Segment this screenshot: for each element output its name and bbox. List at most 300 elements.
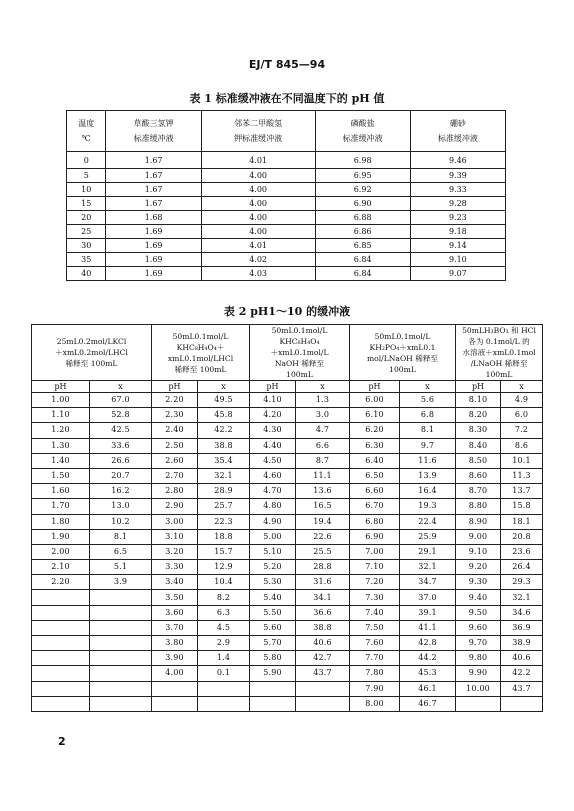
table2-cell: 9.80 xyxy=(456,651,501,666)
table2-cell: 2.20 xyxy=(152,393,198,408)
table2-cell: 29.1 xyxy=(400,544,456,559)
table2-cell: 4.10 xyxy=(250,393,296,408)
table2-cell: 9.7 xyxy=(400,438,456,453)
table2-cell: 3.60 xyxy=(152,605,198,620)
table2-cell xyxy=(456,696,501,711)
header-line: 100mL xyxy=(485,370,513,379)
table1-cell: 6.92 xyxy=(315,183,410,197)
table1-cell: 4.00 xyxy=(201,211,315,225)
header-line: 稀释至 100mL xyxy=(174,364,227,374)
table1-cell: 1.67 xyxy=(106,183,201,197)
table2-cell: 7.30 xyxy=(350,590,400,605)
header-line: 钾标准缓冲液 xyxy=(234,134,283,143)
header-line: 100mL xyxy=(389,364,416,374)
table2-row xyxy=(32,636,543,651)
table2-cell: 37.0 xyxy=(400,590,456,605)
table2-cell: 9.00 xyxy=(456,529,501,544)
table2-cell xyxy=(90,666,152,681)
table1-row xyxy=(67,152,506,169)
table2-cell: 3.10 xyxy=(152,529,198,544)
table1-cell: 4.00 xyxy=(201,197,315,211)
header-line: 25mL0.2mol/LKCl xyxy=(56,337,127,346)
table2-cell: 13.6 xyxy=(296,484,350,499)
table2-row xyxy=(32,393,543,408)
table2-cell: 0.1 xyxy=(198,666,250,681)
table1-cell: 15 xyxy=(67,197,106,211)
header-line: 邻苯二甲酸氢 xyxy=(234,119,283,128)
table2-cell: 5.80 xyxy=(250,651,296,666)
table2-cell: 26.6 xyxy=(90,453,152,468)
table2-cell: 38.9 xyxy=(501,636,543,651)
header-line: NaOH 稀释至 xyxy=(274,359,325,368)
table2-cell: 38.8 xyxy=(296,620,350,635)
table2-row xyxy=(32,453,543,468)
table2-cell: 6.70 xyxy=(350,499,400,514)
table2-cell: 7.10 xyxy=(350,560,400,575)
table2-cell: 8.1 xyxy=(90,529,152,544)
table2-cell: 3.0 xyxy=(296,408,350,423)
header-line: 50mLH₃BO₃ 和 HCl xyxy=(462,326,536,335)
table2-row xyxy=(32,696,543,711)
table2-cell: 19.3 xyxy=(400,499,456,514)
table2-cell: 25.5 xyxy=(296,544,350,559)
table2-cell: 10.1 xyxy=(501,453,543,468)
table2-cell: 7.60 xyxy=(350,636,400,651)
table2-cell: 3.30 xyxy=(152,560,198,575)
table1-cell: 9.10 xyxy=(410,253,505,267)
table2-cell: 45.3 xyxy=(400,666,456,681)
table2-sub-header: x xyxy=(90,381,152,393)
table2-cell: 32.1 xyxy=(198,468,250,483)
table2-cell: 9.50 xyxy=(456,605,501,620)
table2-cell: 16.5 xyxy=(296,499,350,514)
table2-cell: 6.6 xyxy=(296,438,350,453)
table2-group-header xyxy=(350,325,456,381)
table2-cell xyxy=(32,651,90,666)
table1-cell: 6.98 xyxy=(315,152,410,169)
table2-cell: 10.4 xyxy=(198,575,250,590)
table2-cell: 33.6 xyxy=(90,438,152,453)
table2-sub-header: pH xyxy=(32,381,90,393)
table2-cell: 9.40 xyxy=(456,590,501,605)
table2-cell: 22.3 xyxy=(198,514,250,529)
table1-cell: 35 xyxy=(67,253,106,267)
table2-cell: 43.7 xyxy=(296,666,350,681)
table2-sub-header: pH xyxy=(250,381,296,393)
table2-cell: 4.50 xyxy=(250,453,296,468)
table1-cell: 4.00 xyxy=(201,225,315,239)
table2-cell: 5.6 xyxy=(400,393,456,408)
table2-cell xyxy=(90,605,152,620)
table1-cell: 1.67 xyxy=(106,169,201,183)
table2-cell: 1.10 xyxy=(32,408,90,423)
table1-row xyxy=(67,169,506,183)
table1-header-cell xyxy=(410,111,505,152)
table2-cell: 2.50 xyxy=(152,438,198,453)
table2-cell: 5.10 xyxy=(250,544,296,559)
table2-cell: 7.80 xyxy=(350,666,400,681)
table2-sub-header: x xyxy=(296,381,350,393)
table2-cell: 19.4 xyxy=(296,514,350,529)
table2-cell: 2.20 xyxy=(32,575,90,590)
table2-cell: 1.50 xyxy=(32,468,90,483)
table1-cell: 4.00 xyxy=(201,183,315,197)
table1-cell: 4.02 xyxy=(201,253,315,267)
table2-cell: 35.4 xyxy=(198,453,250,468)
document-code: EJ/T 845—94 xyxy=(248,58,326,71)
table2-cell xyxy=(198,696,250,711)
table1-cell: 20 xyxy=(67,211,106,225)
table1-cell: 0 xyxy=(67,152,106,169)
table2-cell: 1.00 xyxy=(32,393,90,408)
table1-cell: 6.88 xyxy=(315,211,410,225)
table2-caption: 表 2 pH1～10 的缓冲液 xyxy=(223,305,351,318)
header-line: xmL0.1mol/LHCl xyxy=(167,353,234,363)
table2-cell: 6.5 xyxy=(90,544,152,559)
table2-cell: 4.20 xyxy=(250,408,296,423)
table2-cell: 2.40 xyxy=(152,423,198,438)
table2-cell xyxy=(32,590,90,605)
table2-cell: 34.7 xyxy=(400,575,456,590)
table2-cell: 9.20 xyxy=(456,560,501,575)
table2-cell: 42.5 xyxy=(90,423,152,438)
header-line: ℃ xyxy=(81,134,91,143)
table2-cell xyxy=(90,590,152,605)
table1-cell: 4.00 xyxy=(201,169,315,183)
table1-cell: 1.69 xyxy=(106,225,201,239)
header-line: 水溶液＋xmL0.1mol xyxy=(462,348,536,357)
table2-sub-header: pH xyxy=(350,381,400,393)
table2-cell: 3.00 xyxy=(152,514,198,529)
table2-cell: 5.00 xyxy=(250,529,296,544)
table1-cell: 1.68 xyxy=(106,211,201,225)
table2-row xyxy=(32,560,543,575)
table1-cell: 6.84 xyxy=(315,267,410,281)
table1-cell: 6.95 xyxy=(315,169,410,183)
table2-cell: 2.10 xyxy=(32,560,90,575)
table2-cell xyxy=(152,696,198,711)
table2-cell xyxy=(90,636,152,651)
table2-cell: 8.40 xyxy=(456,438,501,453)
table2-cell: 1.30 xyxy=(32,438,90,453)
table2-row xyxy=(32,681,543,696)
header-line: 草酸三氢钾 xyxy=(133,119,174,128)
header-line: 50mL0.1mol/L xyxy=(271,326,328,335)
table1-cell: 1.67 xyxy=(106,197,201,211)
table2-sub-header: x xyxy=(198,381,250,393)
table1-cell: 30 xyxy=(67,239,106,253)
header-line: 100mL xyxy=(286,370,313,379)
table2-cell: 5.60 xyxy=(250,620,296,635)
table2-cell: 7.20 xyxy=(350,575,400,590)
table1 xyxy=(66,110,506,281)
table2-cell xyxy=(32,666,90,681)
table2-cell: 7.70 xyxy=(350,651,400,666)
table2-cell: 43.7 xyxy=(501,681,543,696)
table1-cell: 4.01 xyxy=(201,239,315,253)
table2-cell: 2.30 xyxy=(152,408,198,423)
table1-header-cell xyxy=(315,111,410,152)
table2-cell: 8.90 xyxy=(456,514,501,529)
table2-cell: 20.8 xyxy=(501,529,543,544)
header-line: 各为 0.1mol/L 的 xyxy=(468,337,530,346)
table2-cell: 67.0 xyxy=(90,393,152,408)
table2-cell xyxy=(90,681,152,696)
table1-header-cell xyxy=(67,111,106,152)
table2-row xyxy=(32,468,543,483)
table2-cell: 7.50 xyxy=(350,620,400,635)
table2-cell: 3.50 xyxy=(152,590,198,605)
table2-row xyxy=(32,620,543,635)
table1-cell: 9.33 xyxy=(410,183,505,197)
table1-cell: 40 xyxy=(67,267,106,281)
table2-cell: 5.70 xyxy=(250,636,296,651)
table2-cell: 28.8 xyxy=(296,560,350,575)
table2-row xyxy=(32,499,543,514)
table2-cell: 6.80 xyxy=(350,514,400,529)
header-line: mol/LNaOH 稀释至 xyxy=(366,353,439,363)
table2-cell: 46.7 xyxy=(400,696,456,711)
table2-cell: 16.2 xyxy=(90,484,152,499)
table1-cell: 9.46 xyxy=(410,152,505,169)
table2-cell: 36.9 xyxy=(501,620,543,635)
table1-cell: 1.69 xyxy=(106,267,201,281)
table2-cell: 4.40 xyxy=(250,438,296,453)
table1-cell: 9.28 xyxy=(410,197,505,211)
table2-cell: 42.7 xyxy=(296,651,350,666)
table2-cell: 6.10 xyxy=(350,408,400,423)
table2-cell: 8.80 xyxy=(456,499,501,514)
table2-cell: 41.1 xyxy=(400,620,456,635)
table2-cell: 5.40 xyxy=(250,590,296,605)
header-line: 温度 xyxy=(78,119,95,128)
table2-cell: 15.7 xyxy=(198,544,250,559)
table2-cell: 39.1 xyxy=(400,605,456,620)
table2-cell xyxy=(32,620,90,635)
table2-cell: 7.90 xyxy=(350,681,400,696)
table2-cell: 5.1 xyxy=(90,560,152,575)
table2-cell: 7.40 xyxy=(350,605,400,620)
table2-cell: 8.2 xyxy=(198,590,250,605)
table2-cell: 4.30 xyxy=(250,423,296,438)
table2-cell: 3.80 xyxy=(152,636,198,651)
table2-cell: 2.9 xyxy=(198,636,250,651)
table2-cell: 8.00 xyxy=(350,696,400,711)
table2-cell: 6.8 xyxy=(400,408,456,423)
table2-cell: 2.70 xyxy=(152,468,198,483)
table2-cell: 16.4 xyxy=(400,484,456,499)
table2-cell: 5.20 xyxy=(250,560,296,575)
table2-cell: 4.5 xyxy=(198,620,250,635)
table2-cell: 4.9 xyxy=(501,393,543,408)
table1-row xyxy=(67,225,506,239)
table1-cell: 1.69 xyxy=(106,253,201,267)
table2-cell: 26.4 xyxy=(501,560,543,575)
table1-cell: 6.86 xyxy=(315,225,410,239)
table2-group-header xyxy=(32,325,152,381)
table2-cell: 3.20 xyxy=(152,544,198,559)
table2-cell: 42.2 xyxy=(501,666,543,681)
table2-cell: 8.70 xyxy=(456,484,501,499)
table2-cell: 10.00 xyxy=(456,681,501,696)
table2-cell: 2.80 xyxy=(152,484,198,499)
header-line: 50mL0.1mol/L xyxy=(374,331,431,341)
table2-cell: 8.6 xyxy=(501,438,543,453)
table2-cell: 1.90 xyxy=(32,529,90,544)
table2-cell: 8.1 xyxy=(400,423,456,438)
table2-cell: 11.6 xyxy=(400,453,456,468)
table2-cell: 4.90 xyxy=(250,514,296,529)
table1-cell: 4.03 xyxy=(201,267,315,281)
table2-row xyxy=(32,438,543,453)
table2-cell: 42.8 xyxy=(400,636,456,651)
table2-cell: 8.60 xyxy=(456,468,501,483)
table1-cell: 6.90 xyxy=(315,197,410,211)
table2-cell xyxy=(152,681,198,696)
table2-cell: 5.50 xyxy=(250,605,296,620)
table2-cell: 36.6 xyxy=(296,605,350,620)
table2-row xyxy=(32,408,543,423)
table2-cell: 5.30 xyxy=(250,575,296,590)
table1-cell: 9.39 xyxy=(410,169,505,183)
page-number: 2 xyxy=(58,735,66,748)
table2-cell: 8.20 xyxy=(456,408,501,423)
table1-row xyxy=(67,183,506,197)
table2-cell: 9.60 xyxy=(456,620,501,635)
header-line: ＋xmL0.1mol/L xyxy=(270,348,329,357)
table2-cell: 45.8 xyxy=(198,408,250,423)
header-line: /LNaOH 稀释至 xyxy=(470,359,528,368)
table2-cell: 2.90 xyxy=(152,499,198,514)
table2-cell: 6.30 xyxy=(350,438,400,453)
table2-row xyxy=(32,605,543,620)
table2-cell: 25.7 xyxy=(198,499,250,514)
table2-cell xyxy=(32,696,90,711)
table1-cell: 4.01 xyxy=(201,152,315,169)
header-line: KHC₈H₄O₄ xyxy=(279,337,320,346)
table2-cell xyxy=(32,636,90,651)
table2-cell: 29.3 xyxy=(501,575,543,590)
table1-row xyxy=(67,267,506,281)
header-line: 标准缓冲液 xyxy=(133,134,174,143)
table2-row xyxy=(32,590,543,605)
table2-cell: 15.8 xyxy=(501,499,543,514)
table2-cell: 6.0 xyxy=(501,408,543,423)
table2-cell xyxy=(32,605,90,620)
table2-cell: 22.6 xyxy=(296,529,350,544)
table1-caption: 表 1 标准缓冲液在不同温度下的 pH 值 xyxy=(189,92,385,105)
table2-cell: 3.90 xyxy=(152,651,198,666)
table2-cell: 42.2 xyxy=(198,423,250,438)
table2-cell: 5.90 xyxy=(250,666,296,681)
table1-cell: 25 xyxy=(67,225,106,239)
table2-cell xyxy=(198,681,250,696)
table2-cell xyxy=(32,681,90,696)
table2-cell: 34.1 xyxy=(296,590,350,605)
table2-cell xyxy=(296,681,350,696)
table2-cell: 4.60 xyxy=(250,468,296,483)
table2-cell: 25.9 xyxy=(400,529,456,544)
header-line: KHC₈H₄O₄＋ xyxy=(176,342,225,352)
table2-cell: 6.40 xyxy=(350,453,400,468)
table2-cell: 6.20 xyxy=(350,423,400,438)
header-line: ＋xmL0.2mol/LHCl xyxy=(55,348,128,357)
table2-cell: 13.0 xyxy=(90,499,152,514)
table2-sub-header: x xyxy=(501,381,543,393)
table2-cell: 32.1 xyxy=(501,590,543,605)
header-line: 标准缓冲液 xyxy=(437,134,478,143)
table1-row xyxy=(67,239,506,253)
table2-cell: 1.60 xyxy=(32,484,90,499)
table2-cell: 52.8 xyxy=(90,408,152,423)
table2-cell: 3.40 xyxy=(152,575,198,590)
table2-cell xyxy=(501,696,543,711)
table2-cell xyxy=(90,696,152,711)
table2-row xyxy=(32,544,543,559)
table1-cell: 5 xyxy=(67,169,106,183)
table2-cell: 7.00 xyxy=(350,544,400,559)
table2-cell: 11.3 xyxy=(501,468,543,483)
table2-cell: 40.6 xyxy=(501,651,543,666)
table2-cell: 2.60 xyxy=(152,453,198,468)
table1-cell: 9.14 xyxy=(410,239,505,253)
table1-cell: 9.18 xyxy=(410,225,505,239)
table2-row xyxy=(32,529,543,544)
table2-cell: 9.90 xyxy=(456,666,501,681)
table2-cell: 12.9 xyxy=(198,560,250,575)
table2-cell: 10.2 xyxy=(90,514,152,529)
table2-cell: 8.10 xyxy=(456,393,501,408)
table2-cell xyxy=(90,620,152,635)
table1-header-cell xyxy=(106,111,201,152)
table2-cell: 4.7 xyxy=(296,423,350,438)
table2-cell: 28.9 xyxy=(198,484,250,499)
table1-row xyxy=(67,253,506,267)
table2-sub-header: pH xyxy=(456,381,501,393)
table2-cell: 9.10 xyxy=(456,544,501,559)
table2-cell: 40.6 xyxy=(296,636,350,651)
table2-row xyxy=(32,423,543,438)
table1-cell: 10 xyxy=(67,183,106,197)
table2-cell xyxy=(296,696,350,711)
table2-cell: 1.80 xyxy=(32,514,90,529)
table2-group-header xyxy=(250,325,350,381)
table2-cell: 9.30 xyxy=(456,575,501,590)
table2-cell: 1.70 xyxy=(32,499,90,514)
table1-cell: 6.85 xyxy=(315,239,410,253)
table2-row xyxy=(32,666,543,681)
table2-cell: 7.2 xyxy=(501,423,543,438)
table1-cell: 9.07 xyxy=(410,267,505,281)
table2-cell: 3.9 xyxy=(90,575,152,590)
table2-cell: 6.00 xyxy=(350,393,400,408)
table2-cell: 8.50 xyxy=(456,453,501,468)
table2-cell: 2.00 xyxy=(32,544,90,559)
table2-row xyxy=(32,514,543,529)
table1-header-cell xyxy=(201,111,315,152)
table2-cell: 8.30 xyxy=(456,423,501,438)
table2-cell: 1.3 xyxy=(296,393,350,408)
table2-cell: 1.40 xyxy=(32,453,90,468)
table1-row xyxy=(67,211,506,225)
table1-cell: 1.69 xyxy=(106,239,201,253)
header-line: 标准缓冲液 xyxy=(342,134,383,143)
table1-cell: 9.23 xyxy=(410,211,505,225)
table2-cell: 9.70 xyxy=(456,636,501,651)
table2-sub-header: pH xyxy=(152,381,198,393)
table2-cell: 4.70 xyxy=(250,484,296,499)
table2-cell: 32.1 xyxy=(400,560,456,575)
